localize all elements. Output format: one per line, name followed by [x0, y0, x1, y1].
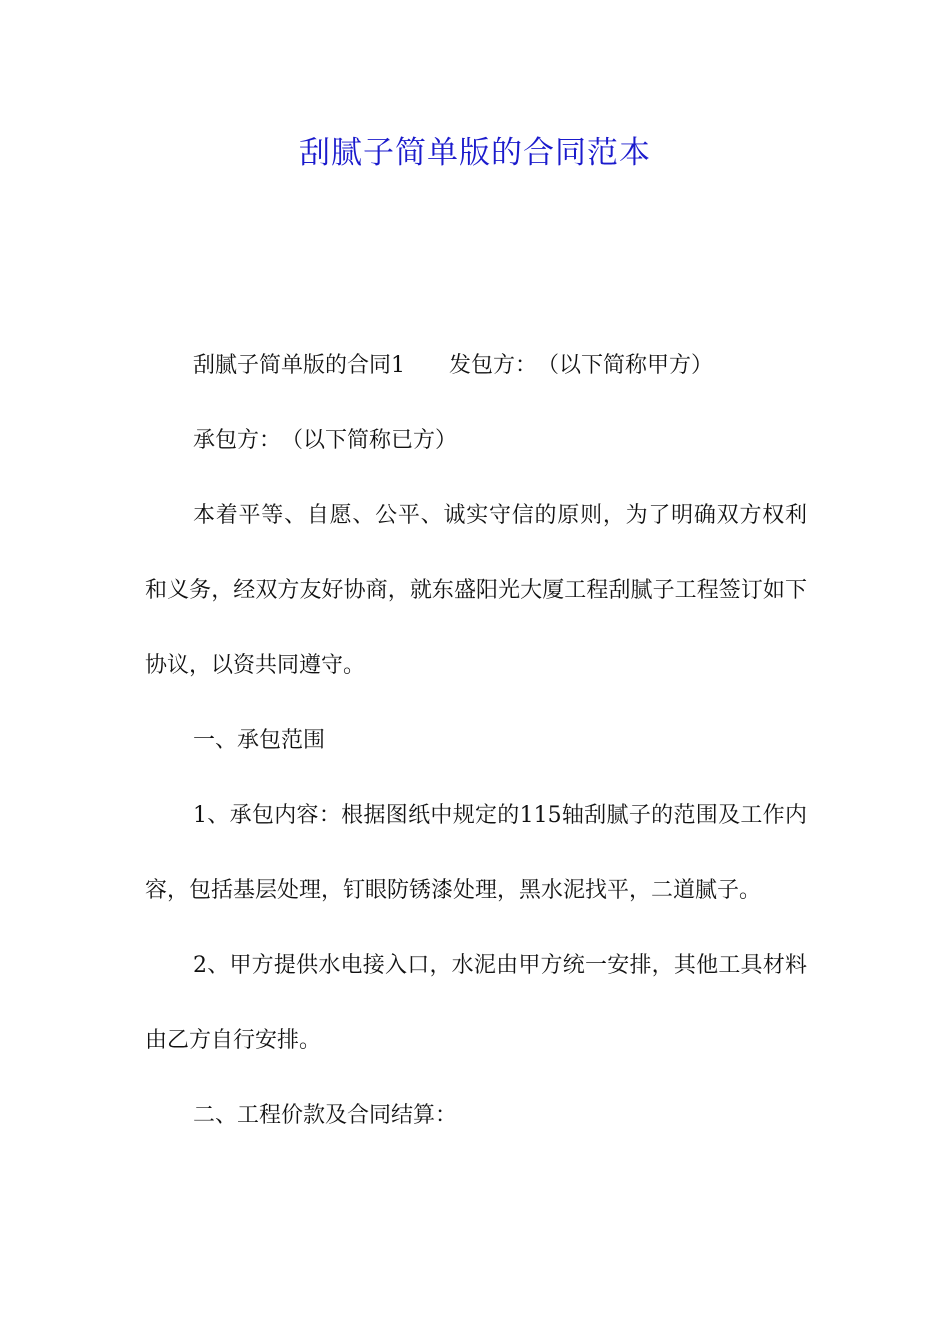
contract-label: 刮腻子简单版的合同1: [193, 353, 405, 378]
section-heading-scope: 一、承包范围: [193, 728, 326, 753]
document-title: 刮腻子简单版的合同范本: [299, 135, 651, 171]
section-heading-price: 二、工程价款及合同结算：: [193, 1103, 458, 1128]
header-line: [145, 328, 807, 403]
contractor-line: 承包方： （以下简称已方）: [193, 428, 458, 453]
employer-line: 发包方： （以下简称甲方）: [449, 353, 714, 378]
preamble-paragraph: 本着平等、自愿、公平、诚实守信的原则，为了明确双方权利和义务，经双方友好协商，就东盛阳光大厦工程刮腻子工程签订如下协议，以资共同遵守。: [145, 503, 807, 678]
clause-1-content: 1、承包内容：根据图纸中规定的115轴刮腻子的范围及工作内容，包括基层处理，钉眼防锈漆处理，黑水泥找平，二道腻子。: [145, 803, 807, 903]
clause-2-materials: 2、甲方提供水电接入口，水泥由甲方统一安排，其他工具材料由乙方自行安排。: [145, 953, 807, 1053]
document-body: [145, 328, 807, 1153]
